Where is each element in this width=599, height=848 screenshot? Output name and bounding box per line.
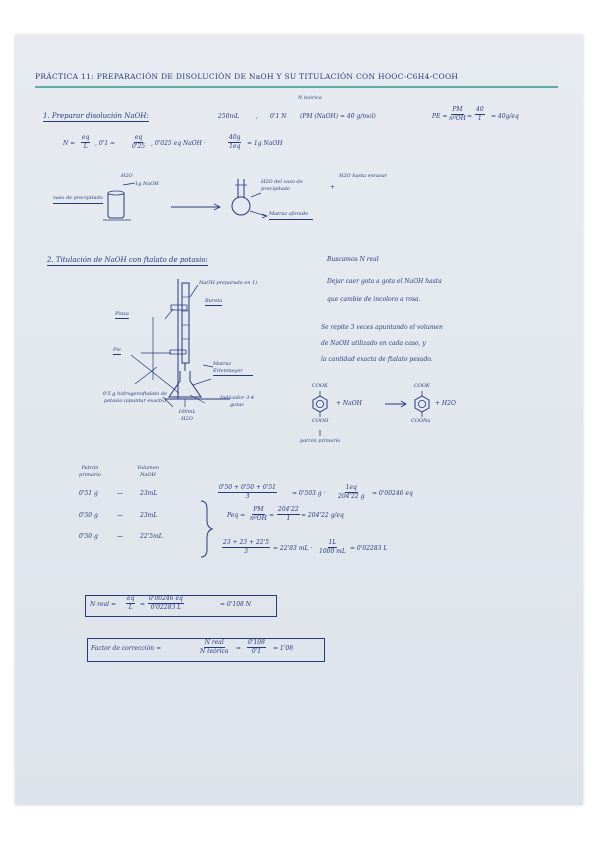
correction-factor-equals: = xyxy=(236,645,242,652)
plus-sign: + xyxy=(330,184,336,191)
brace xyxy=(201,501,212,557)
phthalate-mass-label: 0'5 g hidrogenoftalato de potasio (apuntar exacto) xyxy=(102,391,168,404)
flask-label: Matraz aforado xyxy=(269,211,313,220)
product-top-group: COOK xyxy=(414,383,430,389)
procedure-line-2: que cambie de incoloro a rosa. xyxy=(327,296,421,303)
mass-fraction: $\frac{40g}{1eq}$ xyxy=(229,134,241,150)
mass-result: = 1g NaOH xyxy=(247,140,283,147)
beaker-label: vaso de precipitado xyxy=(53,195,103,204)
n-real-result: = 0'108 N xyxy=(220,601,252,608)
reaction-plus-naoh: + NaOH xyxy=(336,400,362,407)
row-2-mass: 0'50 g xyxy=(79,512,98,519)
pe-equals: = xyxy=(467,113,473,120)
row-1-dash: — xyxy=(117,490,123,497)
transfer-label: H2O del vaso de precipitado xyxy=(261,179,303,192)
peq-fraction: PM nºOH xyxy=(250,506,267,522)
peq-equals: = xyxy=(269,512,275,519)
page-title: PRÁCTICA 11: PREPARACIÓN DE DISOLUCIÓN DE NaOH Y SU TITULACIÓN CON HOOC-C6H4-COOH xyxy=(35,72,459,81)
procedure-line-3: Se repite 3 veces apuntando el volumen xyxy=(321,324,443,331)
pe-fraction-values: $\frac{40}{1}$ xyxy=(476,106,484,122)
procedure-line-5: la cantidad exacta de ftalato pesado. xyxy=(321,356,433,363)
naoh-prepared-label: NaOH preparado en 1) xyxy=(199,280,258,286)
water-volume-label: 100mL H2O xyxy=(178,409,196,422)
hand-drawings xyxy=(15,35,583,805)
row-2-volume: 23mL xyxy=(140,512,158,519)
comma-text: , xyxy=(256,113,258,120)
primary-standard-note: patrón primario xyxy=(300,438,341,444)
column-header-volume: Volumen NaOH xyxy=(137,465,159,478)
volume-liters-result: = 0'02283 L xyxy=(350,545,388,552)
concentration-text: 0'1 N xyxy=(270,113,287,120)
peq-label: Peq = xyxy=(227,512,246,519)
goal-text: Buscamos N real xyxy=(327,256,379,263)
pe-fraction: PM nºOH xyxy=(449,106,466,122)
naoh-mass-label: 1g NaOH xyxy=(135,181,159,187)
mean-mass-result: = 0'503 g · xyxy=(292,490,326,497)
clamp-drawing xyxy=(171,305,187,310)
section-1-heading: 1. Preparar disolución NaOH: xyxy=(43,112,149,120)
indicator-label: Indicador 3-4 gotas xyxy=(219,395,255,408)
row-1-volume: 23mL xyxy=(140,490,158,497)
n-real-equals: = xyxy=(140,601,146,608)
stand-foot-label: Pie xyxy=(113,347,121,353)
pe-label: PE = xyxy=(432,113,448,120)
n-teorica-tag: N teórica xyxy=(298,95,322,101)
pe-result: = 40g/eq xyxy=(491,113,519,120)
normality-fraction: $\frac{eq}{L}$ xyxy=(82,134,90,150)
equivalents-result: = 0'00246 eq xyxy=(372,490,413,497)
reactant-top-group: COOK xyxy=(312,383,328,389)
row-2-dash: — xyxy=(117,512,123,519)
row-3-dash: — xyxy=(117,533,123,540)
beaker-drawing xyxy=(108,193,124,218)
erlenmeyer-label: Matraz Erlenmeyer xyxy=(213,361,253,376)
correction-factor-fraction: N real N teórica xyxy=(200,639,229,655)
clamp-label: Pinza xyxy=(115,311,129,317)
n-real-fraction-values: $\frac{0'00246 eq}{0'02283 L}$ xyxy=(149,595,183,611)
volume-text: 250mL xyxy=(218,113,240,120)
molar-mass-text: (PM (NaOH) = 40 g/mol) xyxy=(300,113,376,120)
mean-mass-fraction: $\frac{0'50 + 0'50 + 0'51}{3}$ xyxy=(219,484,276,500)
row-1-mass: 0'51 g xyxy=(79,490,98,497)
peq-result: = 204'22 g/eq xyxy=(301,512,344,519)
mean-volume-result: = 22'83 mL · xyxy=(273,545,313,552)
burette-label: Bureta xyxy=(205,298,223,304)
n-real-label: N real = xyxy=(90,601,117,608)
correction-factor-values: $\frac{0'108}{0'1}$ xyxy=(248,639,265,655)
reactant-bottom-group: COOH xyxy=(312,418,329,424)
correction-factor-result: = 1'08 xyxy=(273,645,294,652)
benzene-ring-product xyxy=(415,396,429,412)
product-bottom-group: COONa xyxy=(411,418,431,424)
reaction-plus-water: + H2O xyxy=(435,400,456,407)
mean-volume-fraction: $\frac{23 + 23 + 22'5}{3}$ xyxy=(223,539,270,555)
water-label: H2O xyxy=(121,173,133,179)
normality-fraction-2: $\frac{eq}{0'25}$ xyxy=(132,134,146,150)
n-real-fraction: $\frac{eq}{L}$ xyxy=(127,595,135,611)
notebook-page xyxy=(15,35,583,805)
burette-drawing xyxy=(182,283,189,363)
normality-label: N = xyxy=(63,140,76,147)
normality-middle: , 0'1 = xyxy=(95,140,116,147)
fill-to-mark-label: H2O hasta enrasar xyxy=(339,173,388,179)
section-2-heading: 2. Titulación de NaOH con ftalato de potasio: xyxy=(47,256,208,264)
column-header-standard: Patrón primario xyxy=(79,465,101,478)
liter-conversion-fraction: $\frac{1L}{1000 mL}$ xyxy=(319,539,346,555)
row-3-volume: 22'5mL xyxy=(140,533,163,540)
peq-fraction-values: $\frac{204'22}{1}$ xyxy=(278,506,299,522)
row-3-mass: 0'50 g xyxy=(79,533,98,540)
equivalents-text: , 0'025 eq NaOH · xyxy=(151,140,206,147)
equivalent-fraction: $\frac{1eq}{204'22 g}$ xyxy=(338,484,365,500)
benzene-ring-reactant xyxy=(313,396,327,412)
procedure-line-1: Dejar caer gota a gota el NaOH hasta xyxy=(327,278,442,285)
correction-factor-label: Factor de corrección = xyxy=(91,645,162,652)
procedure-line-4: de NaOH utilizado en cada caso, y xyxy=(321,340,426,347)
